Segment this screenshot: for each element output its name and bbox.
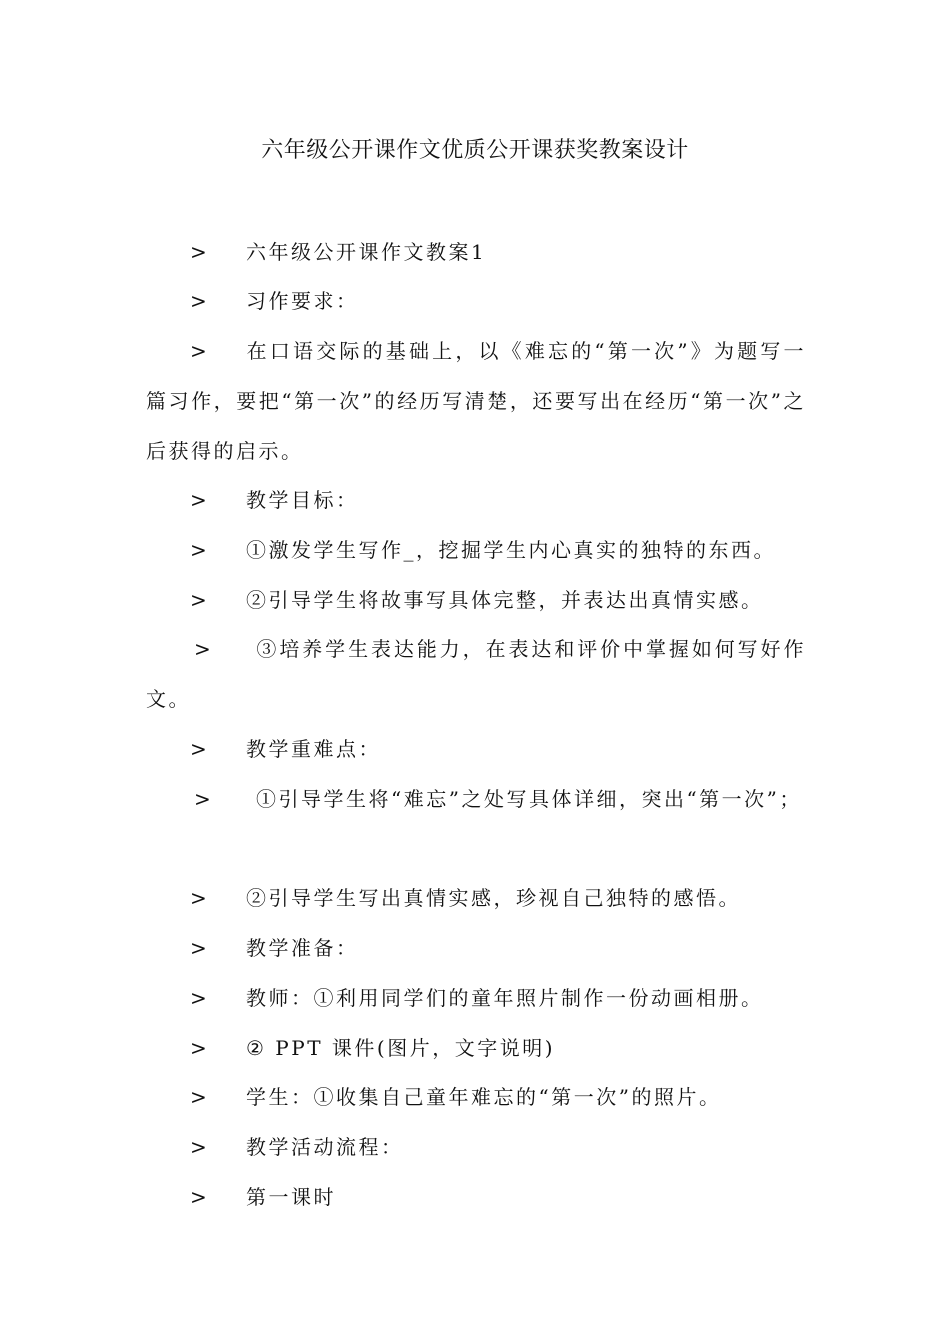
arrow-bullet-icon: > bbox=[190, 289, 207, 313]
paragraph-goal-2 bbox=[146, 575, 806, 625]
paragraph-text: 学生：①收集自己童年难忘的“第一次”的照片。 bbox=[246, 1085, 722, 1109]
paragraph-text: 六年级公开课作文教案1 bbox=[246, 240, 487, 264]
paragraph-first-lesson bbox=[146, 1172, 806, 1222]
arrow-bullet-icon: > bbox=[194, 637, 211, 661]
paragraph-goal-1 bbox=[146, 525, 806, 575]
arrow-bullet-icon: > bbox=[190, 488, 207, 512]
paragraph-difficulty-2 bbox=[146, 873, 806, 923]
paragraph-ppt bbox=[146, 1023, 806, 1073]
paragraph-text: 习作要求： bbox=[246, 289, 359, 313]
paragraph-preparation-heading bbox=[146, 923, 806, 973]
arrow-bullet-icon: > bbox=[190, 986, 207, 1010]
paragraph-teacher-prep bbox=[146, 973, 806, 1023]
paragraph-difficulty-1 bbox=[146, 774, 806, 824]
paragraph-text: 教学准备： bbox=[246, 936, 359, 960]
paragraph-text: 第一课时 bbox=[246, 1185, 336, 1209]
arrow-bullet-icon: > bbox=[190, 240, 207, 264]
paragraph-process-heading bbox=[146, 1122, 806, 1172]
paragraph-text: ②引导学生写出真情实感，珍视自己独特的感悟。 bbox=[246, 886, 741, 910]
paragraph-text: 在口语交际的基础上，以《难忘的“第一次”》为题写一篇习作，要把“第一次”的经历写清楚，还要写出在经历“第一次”之后获得的启示。 bbox=[146, 339, 806, 463]
paragraph-text: ②引导学生将故事写具体完整，并表达出真情实感。 bbox=[246, 588, 764, 612]
paragraph-student-prep bbox=[146, 1072, 806, 1122]
arrow-bullet-icon: > bbox=[190, 886, 207, 910]
arrow-bullet-icon: > bbox=[190, 1085, 207, 1109]
paragraph-requirements-heading bbox=[146, 276, 806, 326]
paragraph-text: ①激发学生写作_，挖掘学生内心真实的独特的东西。 bbox=[246, 538, 776, 562]
paragraph-text: 教学重难点： bbox=[246, 737, 381, 761]
paragraph-text: 教学目标： bbox=[246, 488, 359, 512]
paragraph-text: 教师：①利用同学们的童年照片制作一份动画相册。 bbox=[246, 986, 764, 1010]
document-title: 六年级公开课作文优质公开课获奖教案设计 bbox=[261, 138, 689, 163]
arrow-bullet-icon: > bbox=[190, 1185, 207, 1209]
paragraph-text: ② PPT 课件(图片，文字说明) bbox=[246, 1036, 556, 1060]
paragraph-text: 教学活动流程： bbox=[246, 1135, 404, 1159]
arrow-bullet-icon: > bbox=[190, 737, 207, 761]
paragraph-text: ③培养学生表达能力，在表达和评价中掌握如何写好作文。 bbox=[146, 637, 806, 711]
arrow-bullet-icon: > bbox=[190, 538, 207, 562]
paragraph-text: ①引导学生将“难忘”之处写具体详细，突出“第一次”； bbox=[256, 787, 802, 811]
paragraph-lesson-title bbox=[146, 227, 806, 277]
arrow-bullet-icon: > bbox=[190, 339, 207, 363]
arrow-bullet-icon: > bbox=[190, 588, 207, 612]
paragraph-requirements bbox=[146, 326, 806, 476]
arrow-bullet-icon: > bbox=[190, 1036, 207, 1060]
arrow-bullet-icon: > bbox=[190, 936, 207, 960]
paragraph-difficulty-heading bbox=[146, 724, 806, 774]
paragraph-goals-heading bbox=[146, 475, 806, 525]
arrow-bullet-icon: > bbox=[190, 1135, 207, 1159]
paragraph-goal-3 bbox=[146, 624, 806, 724]
arrow-bullet-icon: > bbox=[194, 787, 211, 811]
